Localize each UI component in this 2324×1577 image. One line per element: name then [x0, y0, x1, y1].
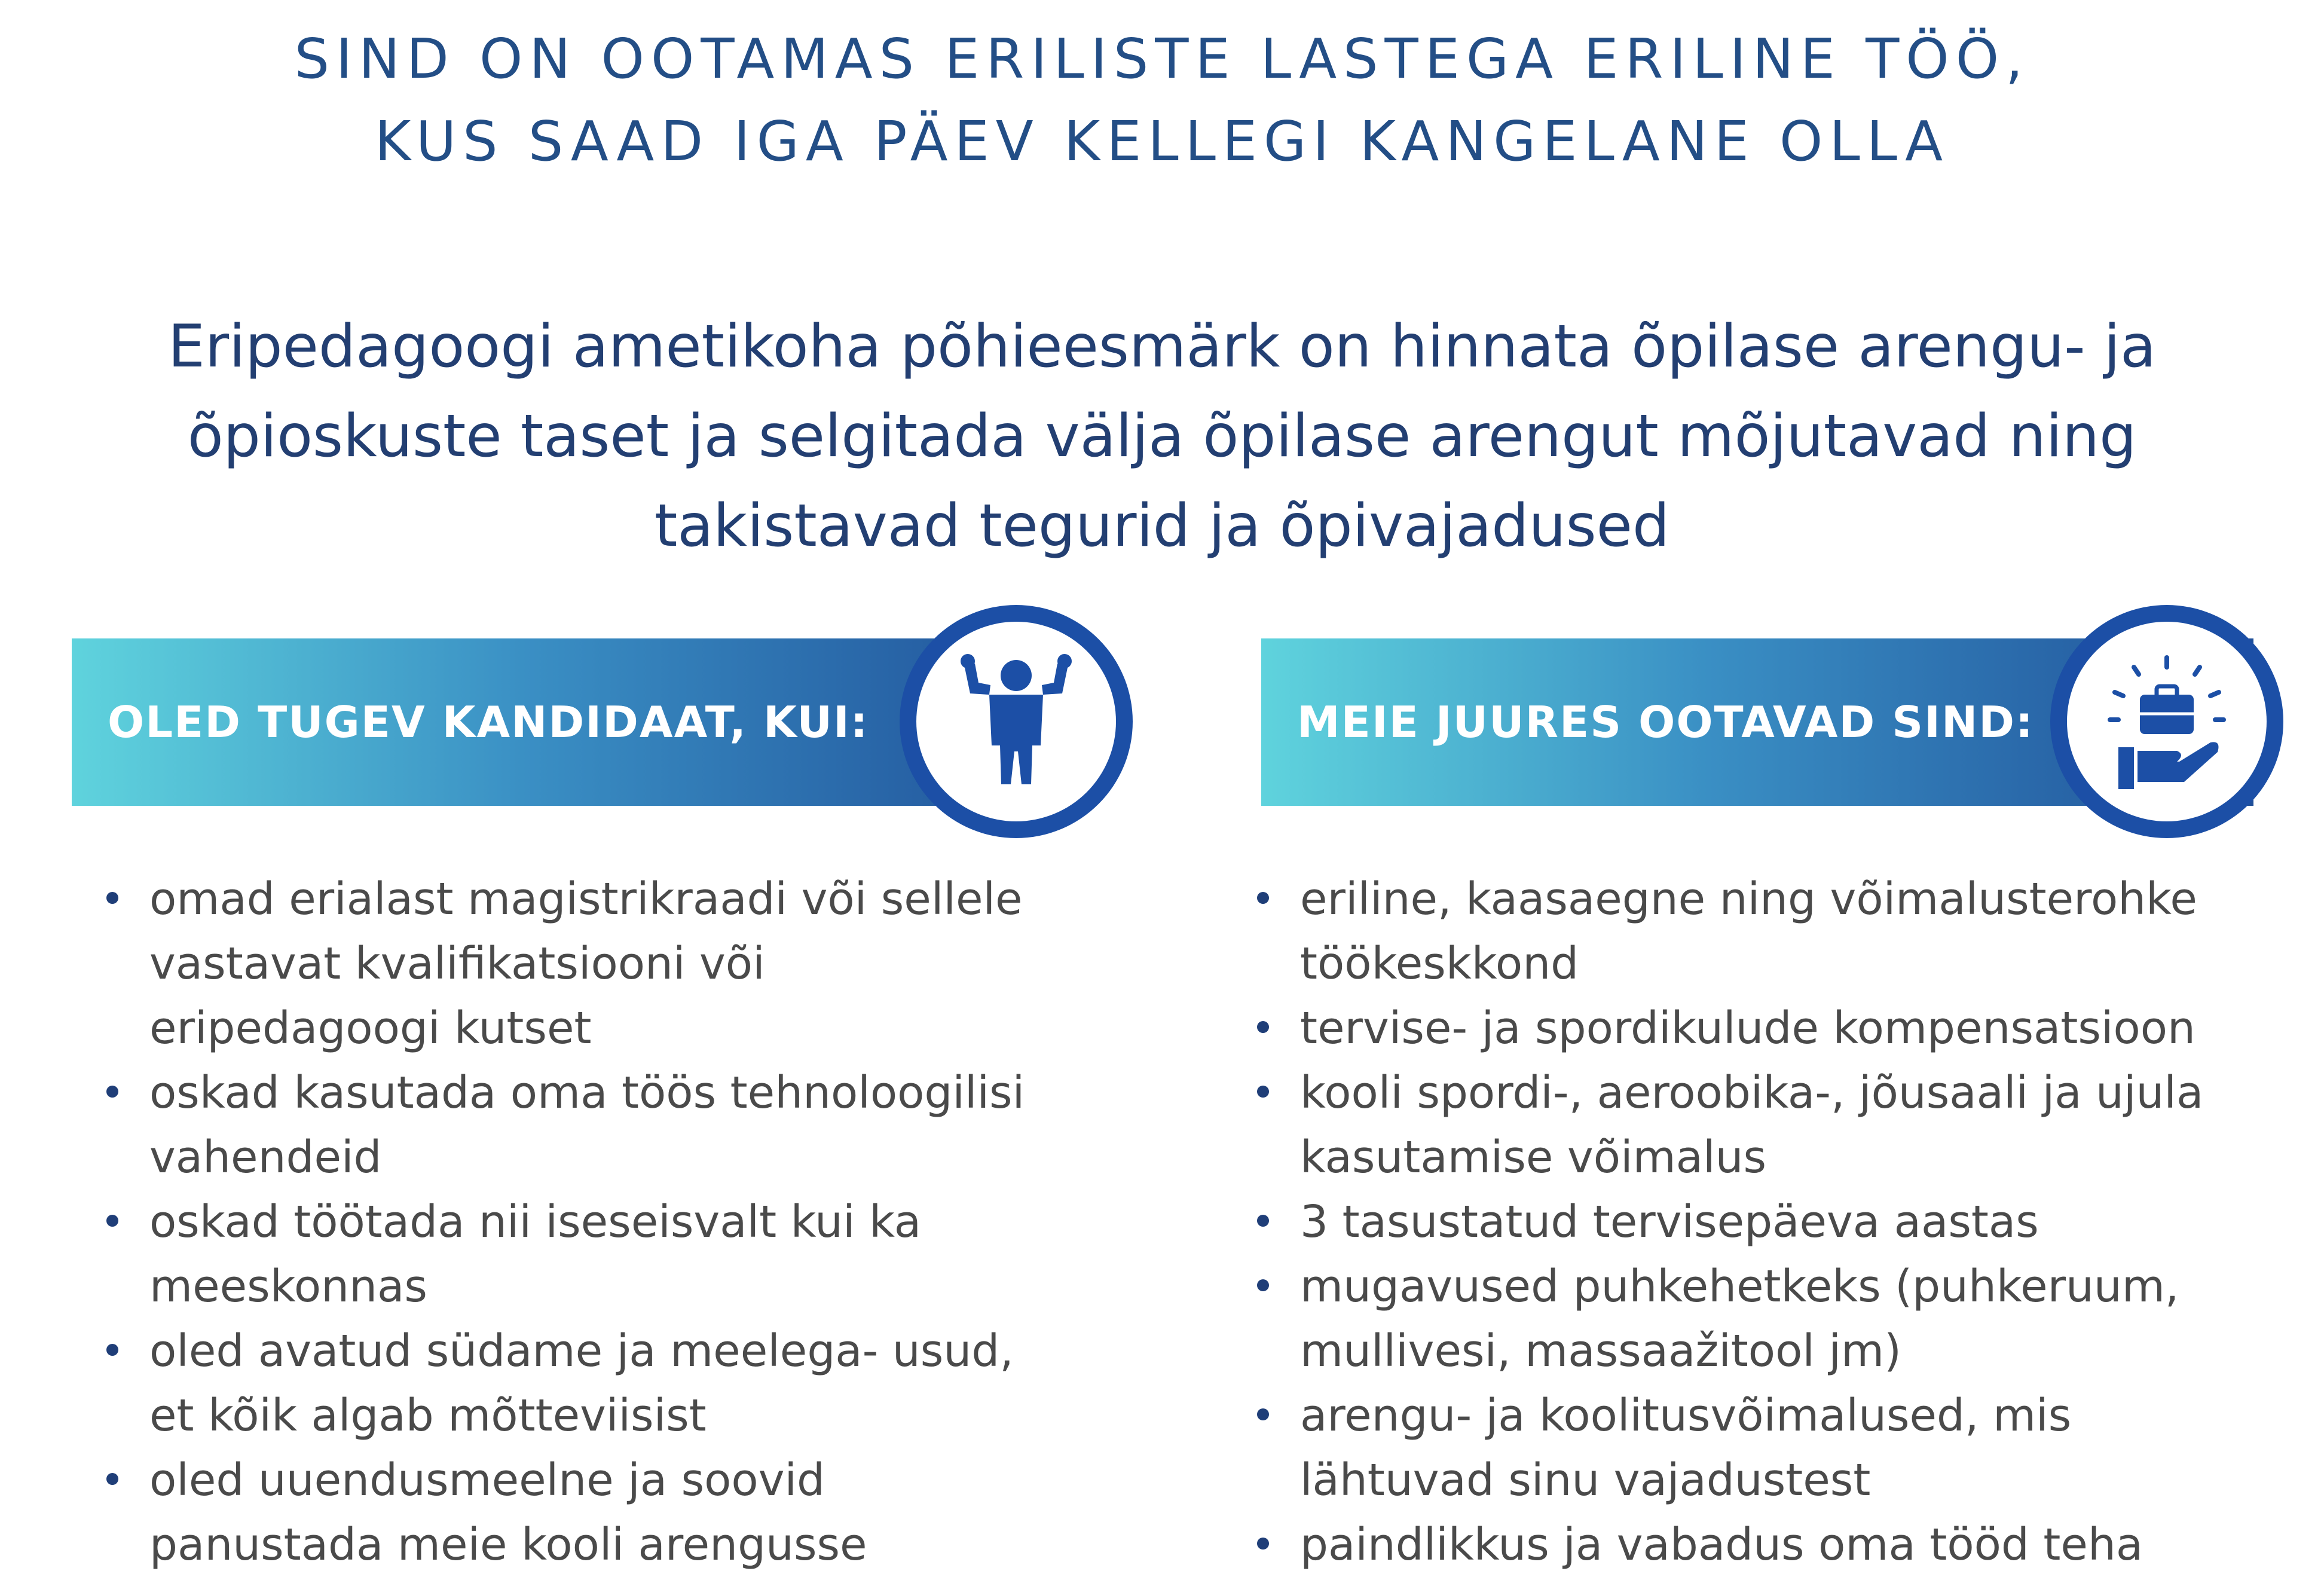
- hand-briefcase-icon: [2050, 605, 2283, 838]
- benefits-heading: MEIE JUURES OOTAVAD SIND:: [1297, 697, 2034, 747]
- list-item: mugavused puhkehetkeks (puhkeruum, mullivesi, massaažitool jm): [1252, 1254, 2292, 1383]
- list-item: kooli spordi-, aeroobika-, jõusaali ja ujula kasutamise võimalus: [1252, 1060, 2292, 1190]
- candidate-requirements-list: [102, 867, 1118, 1577]
- tagline: [0, 18, 2324, 183]
- bullet: [106, 1344, 118, 1356]
- tagline-line-1: SIND ON OOTAMAS ERILISTE LASTEGA ERILINE TÖÖ,: [294, 27, 2030, 91]
- strong-person-badge: [900, 605, 1133, 838]
- intro-line-1: Eripedagoogi ametikoha põhieesmärk on hinnata õpilase arengu- ja: [167, 313, 2157, 381]
- bullet: [1257, 1021, 1269, 1033]
- bullet: [106, 1086, 118, 1098]
- list-item: omad erialast magistrikraadi või sellele vastavat kvalifikatsiooni või eripedagoogi kutset: [102, 867, 1118, 1060]
- bullet: [106, 892, 118, 904]
- intro-line-2: õpioskuste taset ja selgitada välja õpilase arengut mõjutavad ning: [187, 402, 2137, 470]
- bullet: [1257, 1279, 1269, 1291]
- bullet: [106, 1473, 118, 1485]
- bullet: [1257, 1215, 1269, 1227]
- candidate-heading: OLED TUGEV KANDIDAAT, KUI:: [108, 697, 869, 747]
- bullet: [1257, 892, 1269, 904]
- tagline-line-2: KUS SAAD IGA PÄEV KELLEGI KANGELANE OLLA: [374, 109, 1950, 173]
- hand-briefcase-badge: [2050, 605, 2283, 838]
- bullet: [1257, 1538, 1269, 1550]
- bullet: [1257, 1086, 1269, 1098]
- intro-line-3: takistavad tegurid ja õpivajadused: [654, 492, 1670, 560]
- list-item: eriline, kaasaegne ning võimalusterohke töökeskkond: [1252, 867, 2292, 996]
- strong-person-icon: [900, 605, 1133, 838]
- list-item: oskad kasutada oma töös tehnoloogilisi vahendeid: [102, 1060, 1118, 1190]
- list-item: arengu- ja koolitusvõimalused, mis lähtuvad sinu vajadustest: [1252, 1383, 2292, 1512]
- list-item: oskad töötada nii iseseisvalt kui ka meeskonnas: [102, 1190, 1118, 1319]
- list-item: tervise- ja spordikulude kompensatsioon: [1252, 996, 2292, 1060]
- intro-paragraph: [0, 302, 2324, 571]
- list-item: oled avatud südame ja meelega- usud, et kõik algab mõtteviisist: [102, 1319, 1118, 1448]
- bullet: [1257, 1408, 1269, 1420]
- bullet: [106, 1215, 118, 1227]
- benefits-list: [1252, 867, 2292, 1577]
- list-item: paindlikkus ja vabadus oma tööd teha: [1252, 1512, 2292, 1577]
- list-item: 3 tasustatud tervisepäeva aastas: [1252, 1190, 2292, 1254]
- list-item: oled uuendusmeelne ja soovid panustada meie kooli arengusse: [102, 1448, 1118, 1577]
